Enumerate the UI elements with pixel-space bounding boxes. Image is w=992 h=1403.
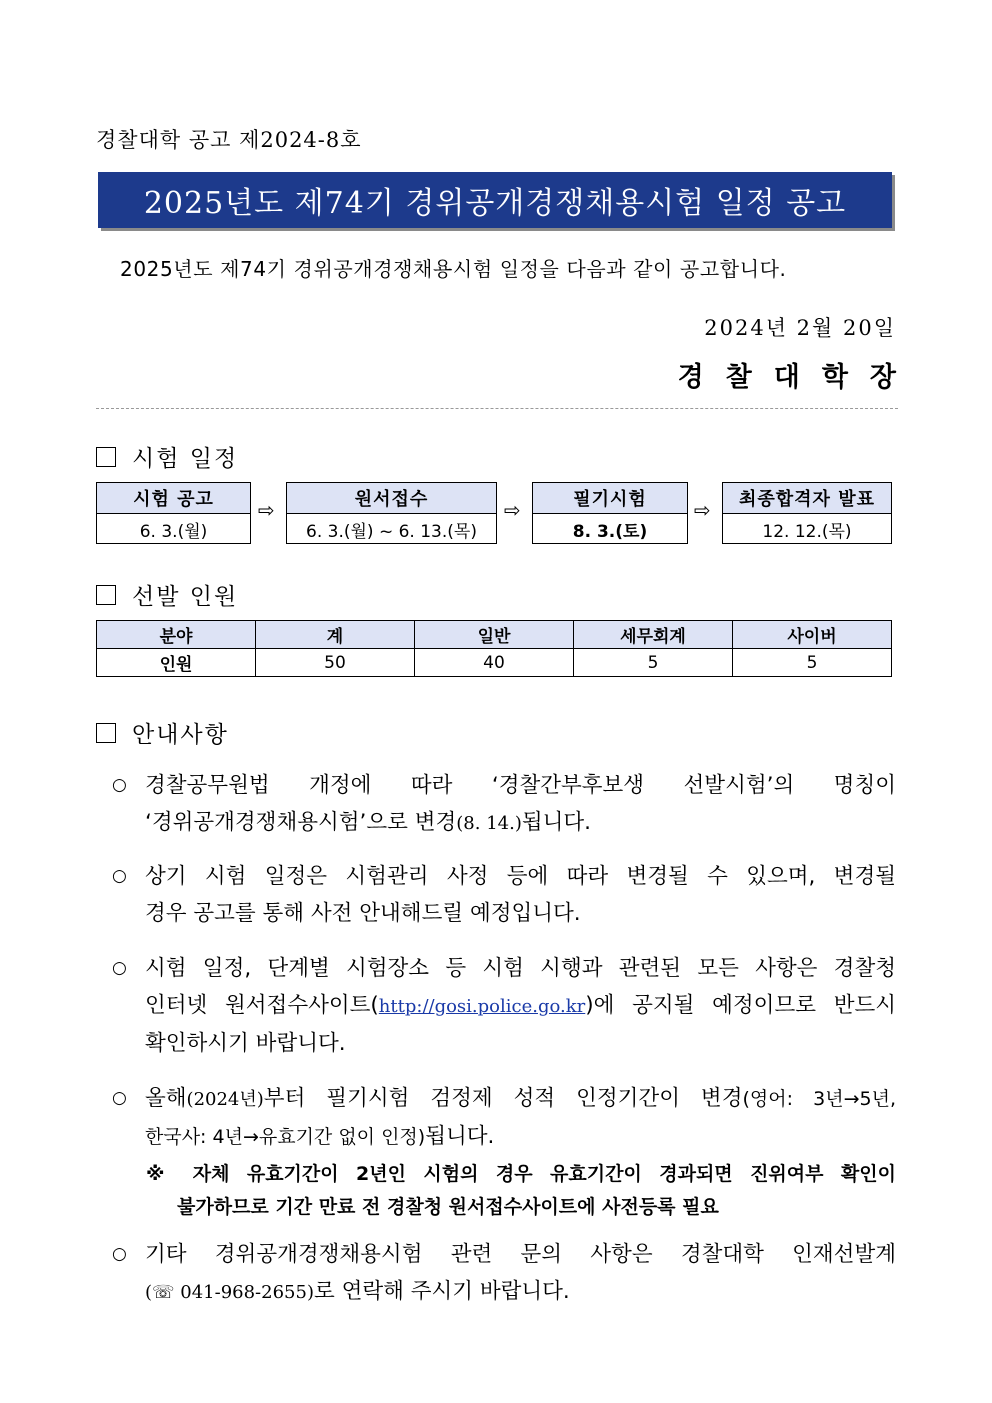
intro-text: 2025년도 제74기 경위공개경쟁채용시험 일정을 다음과 같이 공고합니다. [120,257,787,281]
section-heading-recruitment [96,578,238,611]
schedule-step-date: 6. 3.(월) ~ 6. 13.(목) [306,521,477,542]
notice-text: 올해 [145,1086,187,1111]
contact-phone: (☏ 041-968-2655) [145,1282,314,1303]
notice-text: 됩니다. [521,810,592,835]
notice-item [112,767,896,842]
recruitment-table [96,620,892,677]
table-cell: 50 [256,649,415,677]
caution-text: ※ 자체 유효기간이 2년인 시험의 경우 유효기간이 경과되면 진위여부 확인이 [146,1163,896,1185]
schedule-step-final-results [722,482,892,544]
section-heading-text: 선발 인원 [132,584,239,610]
notice-text: 됩니다. [425,1124,495,1149]
checkbox-square-icon [96,447,116,467]
notice-text: 경찰공무원법 개정에 따라 ‘경찰간부후보생 선발시험’의 명칭이 [145,773,896,798]
notice-text: 부터 필기시험 검정제 성적 인정기간이 변경 [263,1086,743,1111]
table-row [97,649,892,677]
section-heading-text: 안내사항 [132,722,229,748]
schedule-step-label: 필기시험 [533,483,687,514]
schedule-step-date: 8. 3.(토) [572,521,648,542]
schedule-step-label: 시험 공고 [97,483,250,514]
section-heading-schedule [96,440,238,473]
arrow-right-icon: ⇨ [504,498,521,522]
table-cell: 5 [574,649,733,677]
bullet-circle-icon: ○ [112,866,127,886]
table-header-cell: 일반 [415,621,574,649]
bullet-circle-icon: ○ [112,1088,127,1108]
notice-text: 기타 경위공개경쟁채용시험 관련 문의 사항은 경찰대학 인재선발계 [145,1242,896,1267]
document-number: 경찰대학 공고 제2024-8호 [96,128,362,152]
schedule-step-application [286,482,497,544]
schedule-step-announcement [96,482,251,544]
schedule-step-label: 최종합격자 발표 [723,483,891,514]
notice-item [112,858,896,932]
bullet-circle-icon: ○ [112,958,127,978]
section-heading-notices [96,716,229,749]
schedule-step-date: 12. 12.(목) [762,521,852,542]
divider [96,408,898,409]
notice-text: ‘경위공개경쟁채용시험’으로 변경 [145,810,457,835]
notice-text: 시험 일정, 단계별 시험장소 등 시험 시행과 관련된 모든 사항은 경찰청 [145,956,896,981]
announcement-date: 2024년 2월 20일 [704,316,896,340]
notice-detail: (영어: 3년→5년, [742,1088,897,1110]
arrow-right-icon: ⇨ [694,498,711,522]
table-cell: 5 [733,649,892,677]
bullet-circle-icon: ○ [112,775,127,795]
schedule-step-label: 원서접수 [287,483,496,514]
table-header-cell: 세무회계 [574,621,733,649]
page-title: 2025년도 제74기 경위공개경쟁채용시험 일정 공고 [98,172,892,228]
notice-detail: 한국사: 4년→유효기간 없이 인정) [145,1126,426,1148]
table-header-cell: 계 [256,621,415,649]
bullet-circle-icon: ○ [112,1244,127,1264]
schedule-step-date: 6. 3.(월) [139,521,208,542]
notice-text: )에 공지될 예정이므로 반드시 [585,993,896,1018]
issuer-name: 경찰대학장 [677,362,918,393]
notice-text: 확인하시기 바랍니다. [145,1031,346,1056]
notice-item [112,1080,896,1156]
notice-year: (2024년) [186,1089,264,1110]
notice-item [112,950,896,1062]
table-row-label: 인원 [97,649,256,677]
caution-note [146,1158,896,1224]
checkbox-square-icon [96,723,116,743]
notice-text: 상기 시험 일정은 시험관리 사정 등에 따라 변경될 수 있으며, 변경될 [145,864,896,889]
notice-text: 경우 공고를 통해 사전 안내해드릴 예정입니다. [145,901,581,926]
checkbox-square-icon [96,585,116,605]
arrow-right-icon: ⇨ [258,498,275,522]
schedule-step-written-exam [532,482,688,544]
table-header-cell: 분야 [97,621,256,649]
notice-text: 인터넷 원서접수사이트( [145,993,379,1018]
notice-date: (8. 14.) [456,813,522,834]
notice-text: 로 연락해 주시기 바랍니다. [313,1279,570,1304]
table-header-cell: 사이버 [733,621,892,649]
application-site-link[interactable]: http://gosi.police.go.kr [378,996,586,1017]
section-heading-text: 시험 일정 [132,446,239,472]
table-header-row [97,621,892,649]
caution-text: 불가하므로 기간 만료 전 경찰청 원서접수사이트에 사전등록 필요 [177,1196,719,1218]
notice-item [112,1236,896,1311]
table-cell: 40 [415,649,574,677]
